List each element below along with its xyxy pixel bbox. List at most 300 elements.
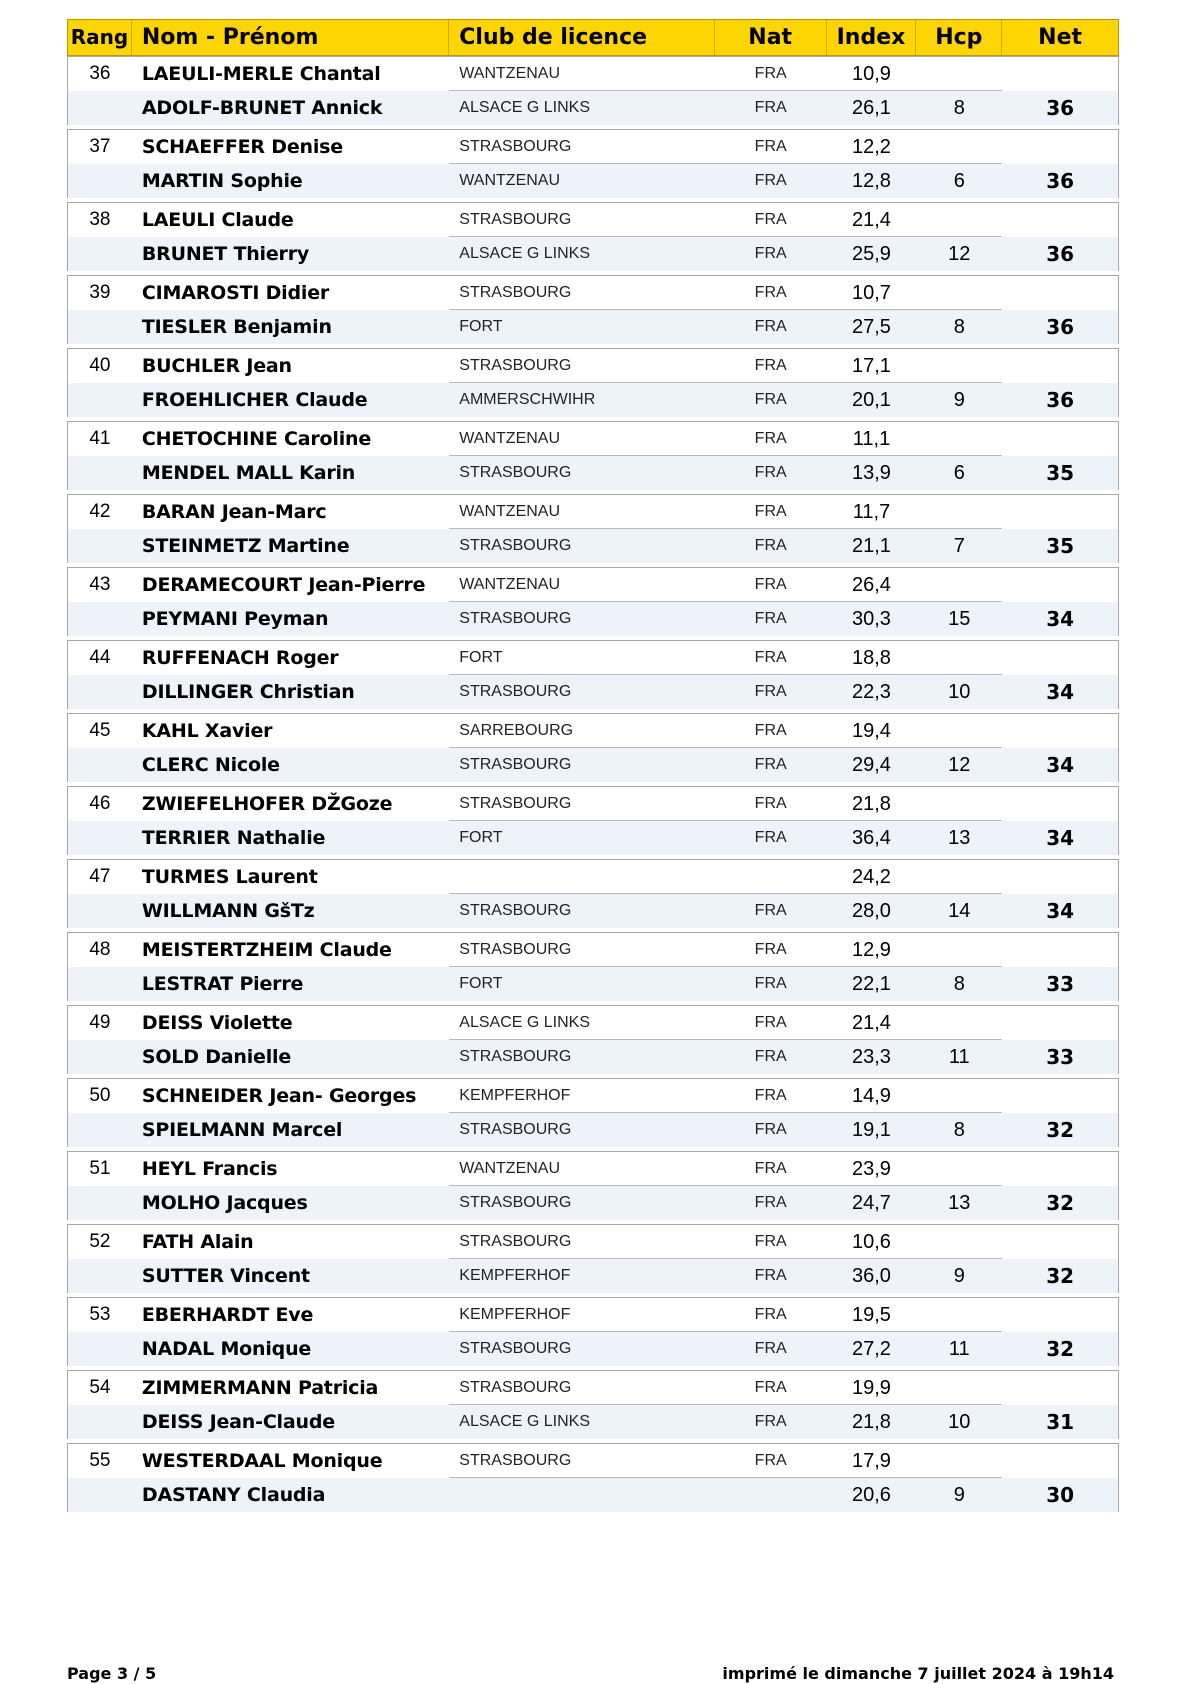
hcp-cell: 11 bbox=[948, 1046, 970, 1068]
team-pair bbox=[67, 932, 1119, 1001]
player-name: PEYMANI Peyman bbox=[141, 608, 329, 630]
table-row bbox=[68, 1040, 1118, 1074]
team-pair bbox=[67, 421, 1119, 490]
table-row bbox=[68, 57, 1118, 91]
table-row bbox=[68, 383, 1118, 417]
player-name: ZIMMERMANN Patricia bbox=[141, 1377, 379, 1399]
club-cell: SARREBOURG bbox=[449, 714, 715, 748]
table-row bbox=[68, 130, 1118, 164]
player-name: KAHL Xavier bbox=[141, 720, 273, 742]
net-cell: 32 bbox=[1046, 1191, 1075, 1215]
player-name: TIESLER Benjamin bbox=[141, 316, 332, 338]
club-cell: WANTZENAU bbox=[449, 495, 715, 529]
nat-cell: FRA bbox=[754, 1048, 787, 1065]
nat-cell: FRA bbox=[715, 203, 827, 237]
hcp-cell: 13 bbox=[948, 827, 971, 849]
index-cell: 36,4 bbox=[852, 827, 891, 849]
table-row bbox=[68, 641, 1118, 675]
club-cell: STRASBOURG bbox=[459, 756, 572, 773]
rank-cell: 48 bbox=[89, 939, 111, 960]
hcp-cell bbox=[916, 1225, 1002, 1259]
net-cell: 34 bbox=[1046, 607, 1075, 631]
index-cell: 20,1 bbox=[852, 389, 891, 411]
rank-cell: 42 bbox=[89, 501, 111, 522]
index-cell: 12,9 bbox=[827, 933, 917, 967]
net-cell: 36 bbox=[1046, 315, 1075, 339]
header-index: Index bbox=[827, 20, 917, 55]
nat-cell: FRA bbox=[754, 172, 787, 189]
nat-cell: FRA bbox=[754, 610, 787, 627]
net-cell: 33 bbox=[1046, 1045, 1075, 1069]
hcp-cell bbox=[916, 860, 1002, 894]
table-row bbox=[68, 787, 1118, 821]
team-pair bbox=[67, 859, 1119, 928]
hcp-cell bbox=[916, 495, 1002, 529]
table-row bbox=[68, 456, 1118, 490]
hcp-cell: 9 bbox=[953, 1265, 965, 1287]
index-cell: 29,4 bbox=[852, 754, 891, 776]
index-cell: 26,1 bbox=[852, 97, 891, 119]
rank-cell bbox=[68, 894, 132, 928]
club-cell: STRASBOURG bbox=[459, 1340, 572, 1357]
player-name: BARAN Jean-Marc bbox=[141, 501, 327, 523]
table-row bbox=[68, 748, 1118, 782]
player-name: DERAMECOURT Jean-Pierre bbox=[141, 574, 426, 596]
header-hcp: Hcp bbox=[916, 20, 1002, 55]
nat-cell: FRA bbox=[715, 641, 827, 675]
rank-cell bbox=[68, 967, 132, 1001]
rank-cell bbox=[68, 1259, 132, 1293]
hcp-cell: 9 bbox=[953, 389, 965, 411]
hcp-cell bbox=[916, 1298, 1002, 1332]
hcp-cell: 12 bbox=[948, 754, 971, 776]
club-cell: KEMPFERHOF bbox=[449, 1298, 715, 1332]
index-cell: 24,2 bbox=[827, 860, 917, 894]
print-date: imprimé le dimanche 7 juillet 2024 à 19h14 bbox=[722, 1664, 1114, 1683]
nat-cell: FRA bbox=[754, 975, 787, 992]
net-cell bbox=[1002, 714, 1118, 748]
rank-cell bbox=[68, 310, 132, 344]
player-name: BRUNET Thierry bbox=[141, 243, 310, 265]
club-cell: FORT bbox=[449, 641, 715, 675]
nat-cell: FRA bbox=[754, 756, 787, 773]
net-cell bbox=[1002, 787, 1118, 821]
rank-cell: 52 bbox=[89, 1231, 111, 1252]
nat-cell: FRA bbox=[715, 568, 827, 602]
header-name: Nom - Prénom bbox=[132, 20, 449, 55]
header-net: Net bbox=[1038, 25, 1083, 50]
nat-cell: FRA bbox=[715, 1444, 827, 1478]
team-pair bbox=[67, 786, 1119, 855]
player-name: SUTTER Vincent bbox=[141, 1265, 310, 1287]
club-cell: ALSACE G LINKS bbox=[459, 245, 590, 262]
team-pair bbox=[67, 1297, 1119, 1366]
hcp-cell: 14 bbox=[948, 900, 971, 922]
index-cell: 10,9 bbox=[827, 57, 917, 91]
nat-cell: FRA bbox=[754, 537, 787, 554]
club-cell: STRASBOURG bbox=[459, 1121, 572, 1138]
rank-cell bbox=[68, 91, 132, 125]
nat-cell: FRA bbox=[715, 276, 827, 310]
net-cell bbox=[1002, 276, 1118, 310]
index-cell: 19,1 bbox=[852, 1119, 891, 1141]
table-row bbox=[68, 568, 1118, 602]
nat-cell bbox=[715, 1478, 827, 1512]
hcp-cell bbox=[916, 1371, 1002, 1405]
nat-cell: FRA bbox=[754, 1413, 787, 1430]
rank-cell bbox=[68, 383, 132, 417]
nat-cell bbox=[715, 860, 827, 894]
index-cell: 18,8 bbox=[827, 641, 917, 675]
rank-cell: 40 bbox=[89, 355, 111, 376]
index-cell: 21,4 bbox=[827, 203, 917, 237]
team-pair bbox=[67, 1078, 1119, 1147]
team-pair bbox=[67, 494, 1119, 563]
club-cell bbox=[449, 1478, 715, 1512]
net-cell bbox=[1002, 495, 1118, 529]
nat-cell: FRA bbox=[715, 422, 827, 456]
team-pair bbox=[67, 275, 1119, 344]
index-cell: 22,3 bbox=[852, 681, 891, 703]
player-name: MARTIN Sophie bbox=[141, 170, 303, 192]
index-cell: 36,0 bbox=[852, 1265, 891, 1287]
table-row bbox=[68, 1225, 1118, 1259]
rank-cell: 41 bbox=[89, 428, 111, 449]
net-cell: 32 bbox=[1046, 1264, 1075, 1288]
club-cell: STRASBOURG bbox=[449, 1371, 715, 1405]
club-cell: FORT bbox=[459, 975, 503, 992]
index-cell: 21,8 bbox=[852, 1411, 891, 1433]
net-cell: 36 bbox=[1046, 169, 1075, 193]
index-cell: 19,5 bbox=[827, 1298, 917, 1332]
index-cell: 28,0 bbox=[852, 900, 891, 922]
hcp-cell bbox=[916, 349, 1002, 383]
player-name: LAEULI-MERLE Chantal bbox=[141, 63, 381, 85]
index-cell: 19,4 bbox=[827, 714, 917, 748]
table-row bbox=[68, 821, 1118, 855]
index-cell: 17,1 bbox=[827, 349, 917, 383]
index-cell: 21,4 bbox=[827, 1006, 917, 1040]
player-name: RUFFENACH Roger bbox=[141, 647, 339, 669]
club-cell: KEMPFERHOF bbox=[449, 1079, 715, 1113]
player-name: LESTRAT Pierre bbox=[141, 973, 304, 995]
index-cell: 12,2 bbox=[827, 130, 917, 164]
table-row bbox=[68, 1006, 1118, 1040]
hcp-cell bbox=[916, 57, 1002, 91]
table-row bbox=[68, 310, 1118, 344]
index-cell: 14,9 bbox=[827, 1079, 917, 1113]
net-cell: 31 bbox=[1046, 1410, 1075, 1434]
club-cell: ALSACE G LINKS bbox=[459, 1413, 590, 1430]
rank-cell: 47 bbox=[89, 866, 111, 887]
table-header bbox=[67, 19, 1119, 56]
hcp-cell: 10 bbox=[948, 1411, 971, 1433]
player-name: STEINMETZ Martine bbox=[141, 535, 350, 557]
hcp-cell: 10 bbox=[948, 681, 971, 703]
player-name: TERRIER Nathalie bbox=[141, 827, 326, 849]
nat-cell: FRA bbox=[754, 318, 787, 335]
net-cell bbox=[1002, 641, 1118, 675]
rank-cell: 49 bbox=[89, 1012, 111, 1033]
team-pair bbox=[67, 1370, 1119, 1439]
table-row bbox=[68, 1152, 1118, 1186]
nat-cell: FRA bbox=[754, 1121, 787, 1138]
club-cell: WANTZENAU bbox=[459, 172, 561, 189]
rank-cell: 51 bbox=[89, 1158, 111, 1179]
club-cell: STRASBOURG bbox=[449, 203, 715, 237]
player-name: CIMAROSTI Didier bbox=[141, 282, 330, 304]
net-cell bbox=[1002, 1225, 1118, 1259]
player-name: DASTANY Claudia bbox=[141, 1484, 326, 1506]
header-rang: Rang bbox=[68, 20, 132, 55]
header-club: Club de licence bbox=[449, 20, 715, 55]
player-name: ADOLF-BRUNET Annick bbox=[141, 97, 383, 119]
hcp-cell bbox=[916, 130, 1002, 164]
hcp-cell: 8 bbox=[953, 1119, 965, 1141]
rank-cell: 50 bbox=[89, 1085, 111, 1106]
net-cell: 34 bbox=[1046, 899, 1075, 923]
nat-cell: FRA bbox=[715, 130, 827, 164]
index-cell: 11,7 bbox=[827, 495, 917, 529]
club-cell: WANTZENAU bbox=[449, 422, 715, 456]
rank-cell bbox=[68, 748, 132, 782]
club-cell: WANTZENAU bbox=[449, 57, 715, 91]
club-cell: WANTZENAU bbox=[449, 568, 715, 602]
index-cell: 20,6 bbox=[852, 1484, 891, 1506]
nat-cell: FRA bbox=[715, 495, 827, 529]
table-row bbox=[68, 495, 1118, 529]
player-name: WESTERDAAL Monique bbox=[141, 1450, 383, 1472]
net-cell: 34 bbox=[1046, 826, 1075, 850]
table-row bbox=[68, 276, 1118, 310]
nat-cell: FRA bbox=[715, 1298, 827, 1332]
player-name: ZWIEFELHOFER DŽGoze bbox=[141, 793, 393, 815]
club-cell: STRASBOURG bbox=[459, 683, 572, 700]
index-cell: 10,6 bbox=[827, 1225, 917, 1259]
net-cell bbox=[1002, 1298, 1118, 1332]
table-row bbox=[68, 1444, 1118, 1478]
rank-cell: 45 bbox=[89, 720, 111, 741]
hcp-cell bbox=[916, 787, 1002, 821]
player-name: DILLINGER Christian bbox=[141, 681, 355, 703]
club-cell: STRASBOURG bbox=[459, 1194, 572, 1211]
club-cell: ALSACE G LINKS bbox=[449, 1006, 715, 1040]
page-number: Page 3 / 5 bbox=[67, 1664, 157, 1683]
hcp-cell bbox=[916, 641, 1002, 675]
table-row bbox=[68, 894, 1118, 928]
net-cell: 30 bbox=[1046, 1483, 1075, 1507]
club-cell: AMMERSCHWIHR bbox=[459, 391, 596, 408]
rank-cell: 46 bbox=[89, 793, 111, 814]
club-cell: FORT bbox=[459, 829, 503, 846]
player-name: WILLMANN GšTz bbox=[141, 900, 315, 922]
nat-cell: FRA bbox=[715, 1225, 827, 1259]
team-pair bbox=[67, 640, 1119, 709]
nat-cell: FRA bbox=[715, 787, 827, 821]
index-cell: 26,4 bbox=[827, 568, 917, 602]
table-row bbox=[68, 237, 1118, 271]
table-row bbox=[68, 164, 1118, 198]
hcp-cell: 8 bbox=[953, 973, 965, 995]
rank-cell bbox=[68, 456, 132, 490]
index-cell: 21,1 bbox=[852, 535, 891, 557]
table-row bbox=[68, 529, 1118, 563]
team-pair bbox=[67, 1224, 1119, 1293]
player-name: FATH Alain bbox=[141, 1231, 254, 1253]
rank-cell: 38 bbox=[89, 209, 111, 230]
club-cell: ALSACE G LINKS bbox=[459, 99, 590, 116]
team-pair bbox=[67, 348, 1119, 417]
hcp-cell bbox=[916, 714, 1002, 748]
net-cell bbox=[1002, 422, 1118, 456]
player-name: MENDEL MALL Karin bbox=[141, 462, 356, 484]
index-cell: 23,9 bbox=[827, 1152, 917, 1186]
hcp-cell bbox=[916, 203, 1002, 237]
net-cell bbox=[1002, 933, 1118, 967]
rank-cell bbox=[68, 1186, 132, 1220]
table-row bbox=[68, 1332, 1118, 1366]
table-row bbox=[68, 860, 1118, 894]
hcp-cell: 6 bbox=[953, 462, 965, 484]
club-cell: STRASBOURG bbox=[449, 130, 715, 164]
hcp-cell bbox=[916, 933, 1002, 967]
rank-cell bbox=[68, 1478, 132, 1512]
rank-cell: 54 bbox=[89, 1377, 111, 1398]
player-name: EBERHARDT Eve bbox=[141, 1304, 314, 1326]
team-pair bbox=[67, 129, 1119, 198]
rank-cell bbox=[68, 1332, 132, 1366]
hcp-cell: 8 bbox=[953, 316, 965, 338]
index-cell: 27,2 bbox=[852, 1338, 891, 1360]
table-row bbox=[68, 1298, 1118, 1332]
table-row bbox=[68, 602, 1118, 636]
rank-cell: 39 bbox=[89, 282, 111, 303]
nat-cell: FRA bbox=[754, 245, 787, 262]
hcp-cell: 11 bbox=[948, 1338, 970, 1360]
rank-cell bbox=[68, 529, 132, 563]
table-row bbox=[68, 349, 1118, 383]
table-row bbox=[68, 1405, 1118, 1439]
table-row bbox=[68, 967, 1118, 1001]
rank-cell: 43 bbox=[89, 574, 111, 595]
club-cell: STRASBOURG bbox=[449, 1444, 715, 1478]
nat-cell: FRA bbox=[754, 829, 787, 846]
table-row bbox=[68, 1478, 1118, 1512]
club-cell: STRASBOURG bbox=[459, 1048, 572, 1065]
nat-cell: FRA bbox=[715, 1371, 827, 1405]
player-name: SPIELMANN Marcel bbox=[141, 1119, 343, 1141]
hcp-cell: 7 bbox=[953, 535, 965, 557]
player-name: DEISS Jean-Claude bbox=[141, 1411, 335, 1433]
hcp-cell: 6 bbox=[953, 170, 965, 192]
player-name: CLERC Nicole bbox=[141, 754, 280, 776]
table-row bbox=[68, 203, 1118, 237]
nat-cell: FRA bbox=[715, 1152, 827, 1186]
club-cell: STRASBOURG bbox=[459, 902, 572, 919]
hcp-cell bbox=[916, 1006, 1002, 1040]
net-cell: 34 bbox=[1046, 753, 1075, 777]
net-cell: 35 bbox=[1046, 534, 1075, 558]
nat-cell: FRA bbox=[754, 683, 787, 700]
hcp-cell bbox=[916, 276, 1002, 310]
table-body bbox=[67, 56, 1119, 1512]
team-pair bbox=[67, 202, 1119, 271]
index-cell: 13,9 bbox=[852, 462, 891, 484]
table-row bbox=[68, 1113, 1118, 1147]
hcp-cell: 15 bbox=[948, 608, 971, 630]
player-name: SOLD Danielle bbox=[141, 1046, 292, 1068]
index-cell: 19,9 bbox=[827, 1371, 917, 1405]
player-name: DEISS Violette bbox=[141, 1012, 293, 1034]
rank-cell bbox=[68, 602, 132, 636]
net-cell bbox=[1002, 130, 1118, 164]
hcp-cell: 9 bbox=[953, 1484, 965, 1506]
table-row bbox=[68, 1259, 1118, 1293]
club-cell: STRASBOURG bbox=[449, 1225, 715, 1259]
player-name: FROEHLICHER Claude bbox=[141, 389, 368, 411]
club-cell: STRASBOURG bbox=[459, 610, 572, 627]
rank-cell bbox=[68, 164, 132, 198]
nat-cell: FRA bbox=[754, 391, 787, 408]
player-name: NADAL Monique bbox=[141, 1338, 312, 1360]
index-cell: 25,9 bbox=[852, 243, 891, 265]
team-pair bbox=[67, 56, 1119, 125]
team-pair bbox=[67, 1151, 1119, 1220]
nat-cell: FRA bbox=[754, 99, 787, 116]
player-name: HEYL Francis bbox=[141, 1158, 278, 1180]
club-cell: STRASBOURG bbox=[449, 276, 715, 310]
club-cell: STRASBOURG bbox=[459, 464, 572, 481]
index-cell: 12,8 bbox=[852, 170, 891, 192]
team-pair bbox=[67, 1443, 1119, 1512]
net-cell bbox=[1002, 1079, 1118, 1113]
club-cell: KEMPFERHOF bbox=[459, 1267, 571, 1284]
nat-cell: FRA bbox=[754, 902, 787, 919]
nat-cell: FRA bbox=[715, 933, 827, 967]
rank-cell bbox=[68, 1113, 132, 1147]
net-cell bbox=[1002, 203, 1118, 237]
team-pair bbox=[67, 713, 1119, 782]
net-cell: 34 bbox=[1046, 680, 1075, 704]
net-cell: 36 bbox=[1046, 96, 1075, 120]
table-row bbox=[68, 675, 1118, 709]
player-name: TURMES Laurent bbox=[141, 866, 318, 888]
net-cell bbox=[1002, 349, 1118, 383]
nat-cell: FRA bbox=[754, 1340, 787, 1357]
player-name: CHETOCHINE Caroline bbox=[141, 428, 372, 450]
hcp-cell bbox=[916, 1079, 1002, 1113]
nat-cell: FRA bbox=[715, 1006, 827, 1040]
nat-cell: FRA bbox=[754, 464, 787, 481]
results-table bbox=[67, 19, 1119, 1516]
index-cell: 23,3 bbox=[852, 1046, 891, 1068]
hcp-cell bbox=[916, 568, 1002, 602]
rank-cell bbox=[68, 675, 132, 709]
net-cell: 33 bbox=[1046, 972, 1075, 996]
club-cell: STRASBOURG bbox=[459, 537, 572, 554]
club-cell: FORT bbox=[459, 318, 503, 335]
rank-cell bbox=[68, 1040, 132, 1074]
nat-cell: FRA bbox=[715, 714, 827, 748]
index-cell: 21,8 bbox=[827, 787, 917, 821]
player-name: SCHAEFFER Denise bbox=[141, 136, 343, 158]
net-cell bbox=[1002, 860, 1118, 894]
player-name: SCHNEIDER Jean- Georges bbox=[141, 1085, 417, 1107]
hcp-cell bbox=[916, 1444, 1002, 1478]
index-cell: 30,3 bbox=[852, 608, 891, 630]
club-cell: STRASBOURG bbox=[449, 933, 715, 967]
table-row bbox=[68, 91, 1118, 125]
